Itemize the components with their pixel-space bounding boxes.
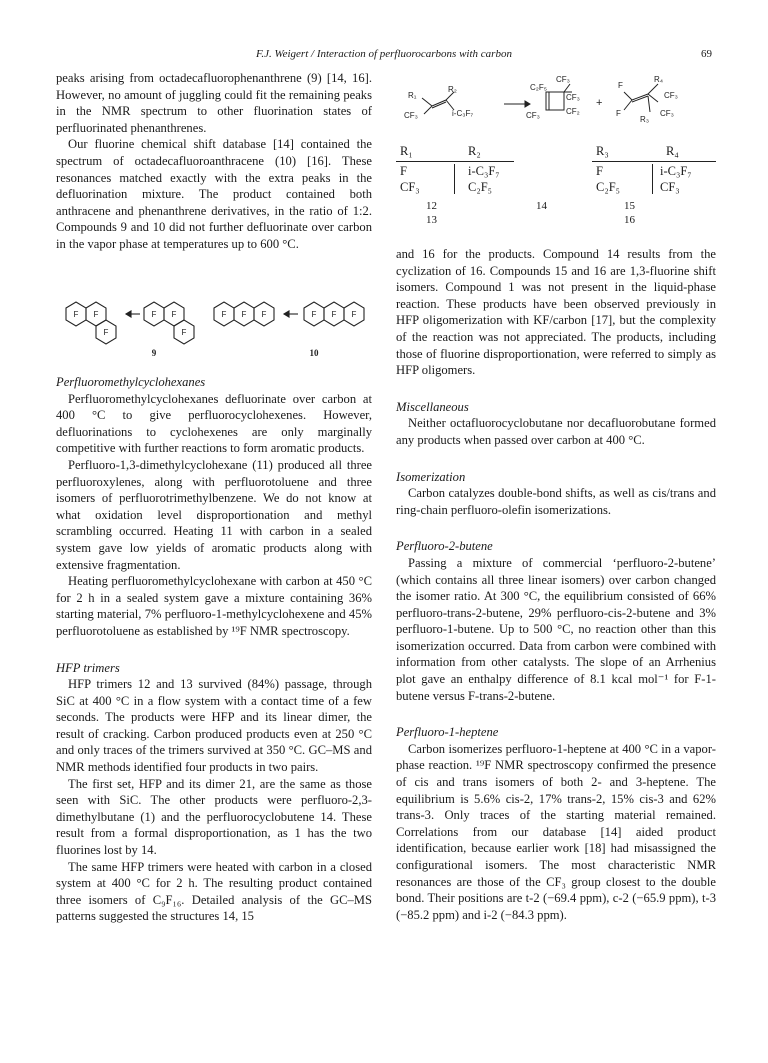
- paragraph: Passing a mixture of commercial ‘perfluoro-2-butene’ (which contains all three linear isomers) over carbon changed the isomer ratio. At 300 °C, the equilibrium consisted of 66% perfluoro-trans-2-butene, 29% perfluoro-cis-2-butene and 3% perfluoro-1-butene. Up to 500 °C, no reaction other than this isomerization occurred. Data from carbon were combined with information from other catalysts. The slope of an Arrhenius plot gave an enthalpy difference of 8.1 kcal mol⁻¹ for F-1-butene versus F-trans-2-butene.: [396, 555, 716, 703]
- table-cell: C₂F₅: [468, 180, 493, 194]
- table-cell: CF₃: [660, 180, 680, 194]
- section-heading: Miscellaneous: [396, 399, 469, 414]
- compound-label: 12: [426, 200, 437, 212]
- right-column-top: [396, 246, 716, 923]
- compound-label: 13: [426, 214, 437, 226]
- paragraph: HFP trimers 12 and 13 survived (84%) passage, through SiC at 400 °C in a flow system with a contact time of a few seconds. The products were HFP and its linear dimer, the result of cracking. Carbon produced products even at 250 °C and only traces of the trimers survived at 350 °C. GC–MS and NMR methods identified four products in two pairs.: [56, 677, 372, 775]
- table-cell: C₂F₅: [596, 180, 621, 194]
- section-heading: Perfluoro-2-butene: [396, 539, 493, 554]
- paragraph: The first set, HFP and its dimer 21, are the same as those seen with SiC. The other products were perfluoro-2,3-dimethylbutane (1) and the perfluorocyclobutene 14. These result from a formal disproportionation, as 1 has the two fluorines lost by 14.: [56, 776, 372, 858]
- plus-sign: +: [596, 97, 603, 109]
- atom-label: F: [93, 310, 99, 319]
- paragraph: Perfluoromethylcyclohexanes defluorinate over carbon at 400 °C to give perfluorocyclohexenes. However, defluorinations to cyclohexenes are only marginally competitive with further reactions to form aromatic products.: [56, 391, 372, 456]
- page-number: 69: [701, 48, 712, 60]
- scheme-label: CF₃: [566, 93, 580, 102]
- scheme-label: CF₃: [556, 75, 570, 84]
- section-heading: Isomerization: [396, 469, 466, 484]
- section-heading: Perfluoro-1-heptene: [396, 725, 499, 740]
- scheme-label: CF₃: [660, 109, 674, 118]
- atom-label: F: [311, 310, 317, 319]
- scheme-label: R₄: [654, 75, 664, 84]
- scheme-label: F: [616, 109, 621, 118]
- table-cell: F: [596, 164, 603, 178]
- section-heading: Perfluoromethylcyclohexanes: [56, 375, 206, 389]
- atom-label: F: [261, 310, 267, 319]
- atom-label: F: [73, 310, 79, 319]
- compound-label-10: 10: [309, 348, 319, 358]
- col-header: R₁: [400, 144, 413, 158]
- scheme-label: R₁: [408, 91, 417, 100]
- atom-label: F: [241, 310, 247, 319]
- paragraph: Neither octafluorocyclobutane nor decafluorobutane formed any products when passed over carbon at 400 °C.: [396, 416, 716, 447]
- paragraph: peaks arising from octadecafluorophenanthrene (9) [14, 16]. However, no amount of juggling could fit the remaining peaks in the NMR spectrum to other fluorination states of perfluorinated phenanthrenes.: [56, 71, 372, 135]
- paragraph: and 16 for the products. Compound 14 results from the cyclization of 16. Compounds 15 and 16 are 1,3-fluorine shift isomers. Compound 1 was not present in the liquid-phase reaction. These products have been observed previously in HFP oligomerization with KF/carbon [17], but the complexity of the reaction was not appreciated. The products, including those of fluorine disproportionation, were referred to simply as HFP oligomers.: [396, 247, 716, 378]
- atom-label: F: [331, 310, 337, 319]
- compound-label: 16: [624, 214, 635, 226]
- scheme-label: CF₃: [404, 111, 418, 120]
- scheme-label: R₃: [640, 115, 650, 124]
- scheme-label: C₂F₅: [530, 83, 547, 92]
- atom-label: F: [103, 328, 109, 337]
- paragraph: Perfluoro-1,3-dimethylcyclohexane (11) produced all three perfluoroxylenes, along with perfluorotoluene and three isomers of perfluorotrimethylbenzene. We do not know at what oxidation level disproportionation and methyl scrambling occurred. Heating 11 with carbon in a sealed system gave low yields of aromatic products along with extensive fragmentation.: [56, 457, 372, 572]
- scheme-label: i-C₃F₇: [452, 109, 474, 118]
- col-header: R₄: [666, 144, 679, 158]
- scheme-label: CF₃: [664, 91, 678, 100]
- page-header: [56, 48, 712, 64]
- compound-label-9: 9: [151, 348, 157, 358]
- table-cell: CF₃: [400, 180, 420, 194]
- atom-label: F: [151, 310, 157, 319]
- running-title: F.J. Weigert / Interaction of perfluorocarbons with carbon: [256, 48, 512, 60]
- compound-label: 15: [624, 200, 635, 212]
- table-cell: i-C₃F₇: [660, 164, 692, 178]
- paragraph: The same HFP trimers were heated with carbon in a closed system at 400 °C for 2 h. The resulting product contained three isomers of C₉F₁₆. Detailed analysis of the GC–MS patterns suggested the structures 14, 15: [56, 859, 372, 924]
- paragraph: Carbon isomerizes perfluoro-1-heptene at 400 °C in a vapor-phase reaction. ¹⁹F NMR spectroscopy confirmed the presence of cis and trans isomers of both 2- and 3-heptene. The equilibrium is 5.6% cis-2, 17% trans-2, 15% cis-3 and 62% trans-3. Only traces of the starting material remained. Correlations from our database [14] aided product identification, because earlier work [18] had misassigned the configurational isomers. The most characteristic NMR resonances are those of the CF₃ group closest to the double bond. Their positions are t-2 (−69.4 ppm), c-2 (−65.9 ppm), t-3 (−85.2 ppm) and i-2 (−84.3 ppm).: [396, 741, 716, 922]
- section-heading: HFP trimers: [56, 660, 120, 675]
- scheme-label: R₂: [448, 85, 457, 94]
- atom-label: F: [181, 328, 187, 337]
- reaction-scheme: [396, 70, 716, 142]
- atom-label: F: [221, 310, 227, 319]
- col-header: R₂: [468, 144, 481, 158]
- paragraph: Carbon catalyzes double-bond shifts, as well as cis/trans and ring-chain perfluoro-olefin isomerizations.: [396, 486, 716, 517]
- compound-label: 14: [536, 200, 547, 212]
- scheme-label: F: [618, 81, 623, 90]
- atom-label: F: [351, 310, 357, 319]
- scheme-label: CF₂: [566, 107, 580, 116]
- table-cell: i-C₃F₇: [468, 164, 500, 178]
- substituent-table: [396, 144, 716, 232]
- phenanthrene-anthracene-figure: [56, 278, 372, 358]
- atom-label: F: [171, 310, 177, 319]
- col-header: R₃: [596, 144, 609, 158]
- paragraph: Our fluorine chemical shift database [14] contained the spectrum of octadecafluoroanthracene (10) [16]. These resonances matched exactly with the extra peaks in the defluorination mixture. The product contained both anthracene and phenanthrene derivatives, in the ratio of 1:2. Compounds 9 and 10 did not further defluorinate over carbon in the vapor phase at temperatures up to 600 °C.: [56, 137, 372, 251]
- left-column-top: [56, 70, 372, 253]
- paragraph: Heating perfluoromethylcyclohexane with carbon at 450 °C for 2 h in a sealed system gave a mixture containing 36% starting material, 7% perfluoro-1-methylcyclohexene and 45% perfluorotoluene as established by ¹⁹F NMR spectroscopy.: [56, 574, 372, 638]
- left-column-bottom: [56, 374, 372, 925]
- scheme-label: CF₃: [526, 111, 540, 120]
- table-cell: F: [400, 164, 407, 178]
